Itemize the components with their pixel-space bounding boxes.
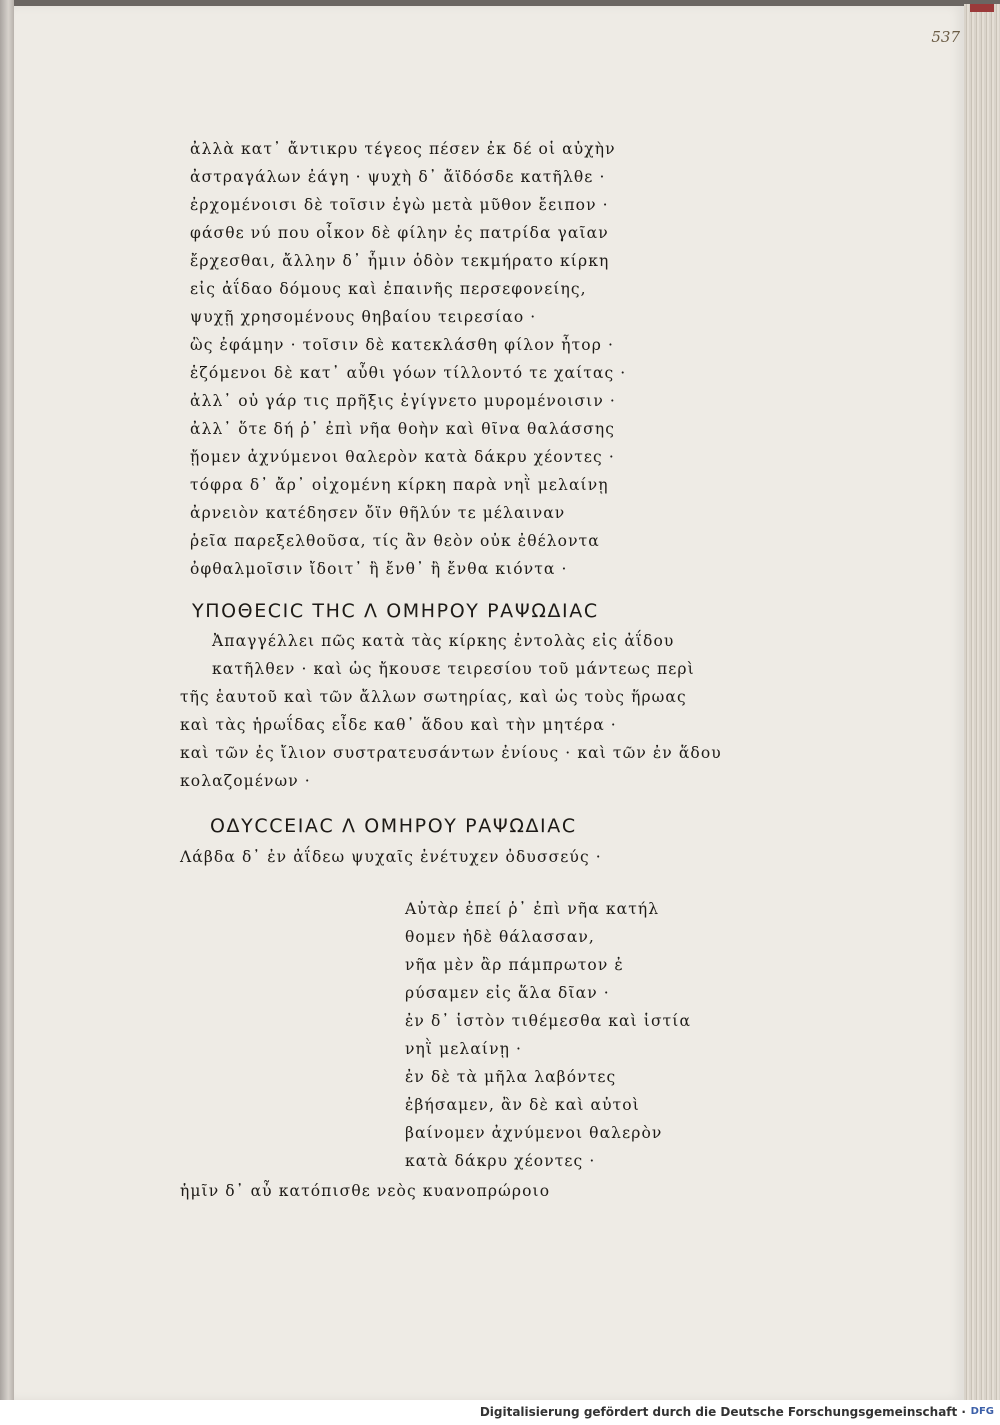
text-line: εἰς ἀΐδαο δόμους καὶ ἐπαινῆς περσεφονείης, <box>190 280 587 298</box>
argument-line: κολαζομένων · <box>180 772 311 790</box>
text-line: ἑζόμενοι δὲ κατ᾽ αὖθι γόων τίλλοντό τε χαίτας · <box>190 364 627 382</box>
footer-credit: Digitalisierung gefördert durch die Deutsche Forschungsgemeinschaft · <box>479 1405 966 1419</box>
verse-line: θομεν ἠδὲ θάλασσαν, <box>405 928 595 946</box>
text-line: φάσθε νύ που οἶκον δὲ φίλην ἐς πατρίδα γαῖαν <box>190 224 609 242</box>
text-line: ψυχῇ χρησομένους θηβαίου τειρεσίαο · <box>190 308 537 326</box>
bookmark-ribbon <box>970 4 994 12</box>
text-line: τόφρα δ᾽ ἄρ᾽ οἰχομένη κίρκη παρὰ νηῒ μελαίνῃ <box>190 476 609 494</box>
text-line: ἀρνειὸν κατέδησεν ὄϊν θῆλύν τε μέλαιναν <box>190 504 566 522</box>
summary-line: Λάβδα δ᾽ ἐν ἀΐδεω ψυχαῖς ἐνέτυχεν ὀδυσσεύς · <box>180 848 602 866</box>
book-binding <box>0 0 14 1400</box>
section-heading-hypothesis: ΥΠΟΘΕϹΙϹ ΤΗϹ Λ ΟΜΗΡΟΥ ΡΑΨΩΔΙΑϹ <box>192 600 599 622</box>
footer-bar <box>0 1400 1000 1425</box>
text-line: ἀλλ᾽ οὐ γάρ τις πρῆξις ἐγίγνετο μυρομένοισιν · <box>190 392 616 410</box>
argument-line: καὶ τῶν ἐς ἴλιον συστρατευσάντων ἐνίους · καὶ τῶν ἐν ἅδου <box>180 744 722 762</box>
argument-line: κατῆλθεν · καὶ ὡς ἤκουσε τειρεσίου τοῦ μάντεως περὶ <box>212 660 695 678</box>
dfg-logo: DFG <box>970 1406 994 1417</box>
argument-line: Ἀπαγγέλλει πῶς κατὰ τὰς κίρκης ἐντολὰς εἰς ἀΐδου <box>212 632 675 650</box>
verse-line: βαίνομεν ἀχνύμενοι θαλερὸν <box>405 1124 663 1142</box>
argument-line: καὶ τὰς ἡρωΐδας εἶδε καθ᾽ ἅδου καὶ τὴν μητέρα · <box>180 716 617 734</box>
verse-line: νηῒ μελαίνῃ · <box>405 1040 523 1058</box>
text-line: ῥεῖα παρεξελθοῦσα, τίς ἂν θεὸν οὐκ ἐθέλοντα <box>190 532 600 550</box>
text-line: ἀστραγάλων ἐάγη · ψυχὴ δ᾽ ἄϊδόσδε κατῆλθε · <box>190 168 606 186</box>
page-edges <box>964 4 1000 1400</box>
folio-number: 537 <box>931 28 960 46</box>
book-heading-odyssey: ΟΔΥϹϹΕΙΑϹ Λ ΟΜΗΡΟΥ ΡΑΨΩΔΙΑϹ <box>210 815 577 837</box>
verse-line: κατὰ δάκρυ χέοντες · <box>405 1152 596 1170</box>
final-text-line: ἡμῖν δ᾽ αὖ κατόπισθε νεὸς κυανοπρώροιο <box>180 1182 551 1200</box>
text-line: ἔρχεσθαι, ἄλλην δ᾽ ἧμιν ὁδὸν τεκμήρατο κίρκη <box>190 252 610 270</box>
text-line: ἐρχομένοισι δὲ τοῖσιν ἐγὼ μετὰ μῦθον ἔειπον · <box>190 196 609 214</box>
text-line: ὀφθαλμοῖσιν ἴδοιτ᾽ ἢ ἔνθ᾽ ἢ ἔνθα κιόντα · <box>190 560 568 578</box>
verse-line: ρύσαμεν εἰς ἅλα δῖαν · <box>405 984 610 1002</box>
text-line: ᾔομεν ἀχνύμενοι θαλερὸν κατὰ δάκρυ χέοντες · <box>190 448 615 466</box>
verse-line: ἐβήσαμεν, ἂν δὲ καὶ αὐτοὶ <box>405 1096 640 1114</box>
text-line: ἀλλὰ κατ᾽ ἄντικρυ τέγεος πέσεν ἐκ δέ οἱ αὐχὴν <box>190 140 616 158</box>
argument-line: τῆς ἑαυτοῦ καὶ τῶν ἄλλων σωτηρίας, καὶ ὡς τοὺς ἥρωας <box>180 688 687 706</box>
verse-line: ἐν δ᾽ ἱστὸν τιθέμεσθα καὶ ἱστία <box>405 1012 692 1030</box>
verse-line: ἐν δὲ τὰ μῆλα λαβόντες <box>405 1068 617 1086</box>
text-line: ὣς ἐφάμην · τοῖσιν δὲ κατεκλάσθη φίλον ἦτορ · <box>190 336 614 354</box>
text-line: ἀλλ᾽ ὅτε δή ῥ᾽ ἐπὶ νῆα θοὴν καὶ θῖνα θαλάσσης <box>190 420 616 438</box>
verse-line: νῆα μὲν ἂρ πάμπρωτον ἐ <box>405 956 624 974</box>
verse-line: Αὐτὰρ ἐπεί ῥ᾽ ἐπὶ νῆα κατήλ <box>405 900 660 918</box>
